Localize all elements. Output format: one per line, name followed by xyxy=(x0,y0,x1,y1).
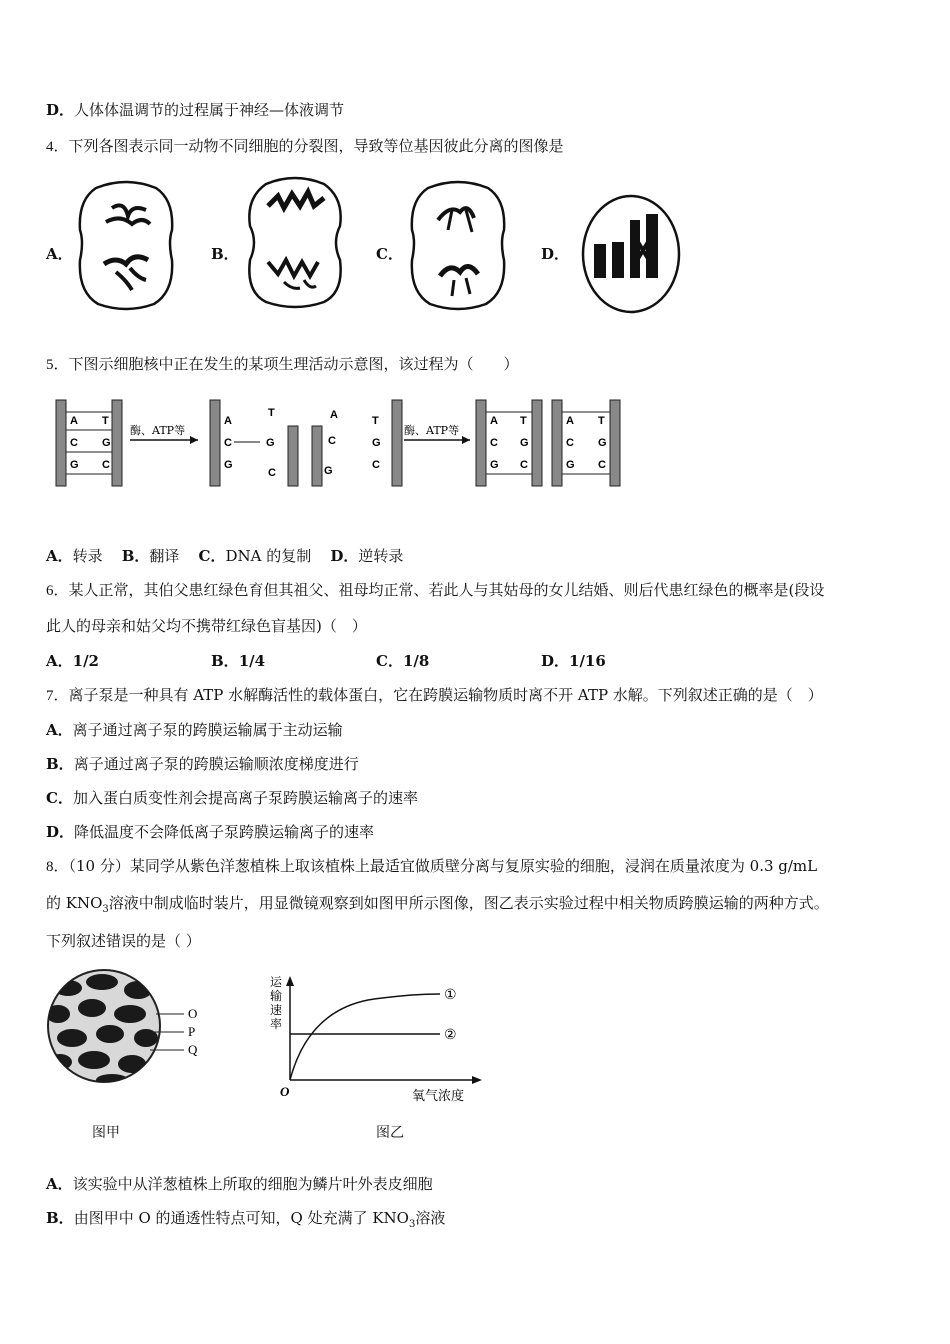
fig2-ylabel-4: 率 xyxy=(270,1017,283,1031)
q4-label-a: A． xyxy=(46,245,73,263)
q5-stem xyxy=(46,354,519,375)
base-c2: C xyxy=(102,459,110,471)
q5-options xyxy=(46,546,403,566)
svg-text:C: C xyxy=(372,459,380,471)
q6-option-b: B．1/4 xyxy=(211,652,266,670)
curve2-label: ② xyxy=(444,1027,457,1043)
q4-label-d: D． xyxy=(541,245,570,263)
q5-option-d-text: 逆转录 xyxy=(358,547,404,565)
q3-option-d xyxy=(46,100,344,120)
q4-stem xyxy=(46,136,564,157)
figure-jia-micrograph xyxy=(46,968,206,1086)
base-a: A xyxy=(70,415,78,427)
question-text: 离子泵是一种具有 ATP 水解酶活性的载体蛋白，它在跨膜运输物质时离不开 ATP 水解。下列叙述正确的是（ ） xyxy=(68,686,823,704)
q5-option-b-text: 翻译 xyxy=(149,547,180,565)
fig1-label-o: O xyxy=(188,1006,198,1021)
svg-text:C: C xyxy=(520,459,528,471)
base-g: G xyxy=(102,437,111,449)
svg-text:C: C xyxy=(224,437,232,449)
option-text: 人体体温调节的过程属于神经—体液调节 xyxy=(74,101,345,119)
q8-stem-line1 xyxy=(46,856,817,877)
option-letter: D． xyxy=(46,101,75,119)
q6-option-d: D．1/16 xyxy=(541,652,606,670)
q5-option-c-letter: C． xyxy=(198,547,226,565)
arrow1-label: 酶、ATP等 xyxy=(130,424,186,437)
svg-text:G: G xyxy=(520,437,529,449)
q7-option-b: B．离子通过离子泵的跨膜运输顺浓度梯度进行 xyxy=(46,755,359,773)
svg-text:G: G xyxy=(372,437,381,449)
svg-text:A: A xyxy=(566,415,574,427)
q5-option-a-letter: A． xyxy=(46,547,73,565)
svg-text:A: A xyxy=(224,415,232,427)
fig2-xlabel: 氧气浓度 xyxy=(412,1089,465,1104)
fig2-origin: O xyxy=(280,1084,290,1099)
fig1-label-p: P xyxy=(188,1024,196,1039)
svg-text:C: C xyxy=(598,459,606,471)
q8-option-a: A．该实验中从洋葱植株上所取的细胞为鳞片叶外表皮细胞 xyxy=(46,1175,433,1193)
q7-option-c: C．加入蛋白质变性剂会提高离子泵跨膜运输离子的速率 xyxy=(46,789,418,807)
question-text: 某人正常，其伯父患红绿色育但其祖父、祖母均正常、若此人与其姑母的女儿结婚、则后代患红绿色的概率是(段设 xyxy=(68,581,825,599)
fig1-caption: 图甲 xyxy=(92,1125,120,1141)
svg-text:A: A xyxy=(490,415,498,427)
question-number: 8． xyxy=(46,859,69,875)
cell-c-figure xyxy=(408,180,508,310)
svg-text:G: G xyxy=(324,465,333,477)
svg-text:T: T xyxy=(520,415,527,427)
fig2-caption: 图乙 xyxy=(376,1125,404,1141)
q4-label-c: C． xyxy=(376,245,403,263)
fig1-label-q: Q xyxy=(188,1042,198,1057)
question-text: 下列各图表示同一动物不同细胞的分裂图，导致等位基因彼此分离的图像是 xyxy=(68,137,564,155)
fig2-ylabel-3: 速 xyxy=(270,1003,283,1017)
q6-option-c: C．1/8 xyxy=(376,652,430,670)
base-c: C xyxy=(70,437,78,449)
cell-a-figure xyxy=(76,180,176,310)
base-t: T xyxy=(102,415,109,427)
question-number: 4． xyxy=(46,139,69,155)
base-g2: G xyxy=(70,459,79,471)
q8-stem-line3: 下列叙述错误的是（ ） xyxy=(46,932,201,950)
q5-option-b-letter: B． xyxy=(121,547,150,565)
q6-stem-line1 xyxy=(46,580,824,601)
cell-d-figure xyxy=(580,192,682,316)
q6-option-a: A．1/2 xyxy=(46,652,99,670)
svg-text:G: G xyxy=(566,459,575,471)
q5-option-a-text: 转录 xyxy=(72,547,103,565)
arrow2-label: 酶、ATP等 xyxy=(404,424,460,437)
question-number: 7． xyxy=(46,688,69,704)
q6-stem-line2: 此人的母亲和姑父均不携带红绿色盲基因)（ ） xyxy=(46,617,367,635)
q7-option-d: D．降低温度不会降低离子泵跨膜运输离子的速率 xyxy=(46,823,375,841)
fig2-ylabel-1: 运 xyxy=(270,975,283,989)
question-score: （10 分） xyxy=(68,857,130,875)
q5-option-d-letter: D． xyxy=(330,547,359,565)
svg-text:C: C xyxy=(268,467,276,479)
q5-option-c-text: DNA 的复制 xyxy=(225,547,312,565)
svg-text:C: C xyxy=(566,437,574,449)
q7-stem xyxy=(46,685,823,706)
question-number: 6． xyxy=(46,583,69,599)
svg-text:A: A xyxy=(330,409,338,421)
svg-text:C: C xyxy=(490,437,498,449)
curve-1 xyxy=(290,994,440,1080)
svg-text:C: C xyxy=(328,435,336,447)
svg-text:G: G xyxy=(266,437,275,449)
svg-text:G: G xyxy=(598,437,607,449)
svg-text:T: T xyxy=(268,407,275,419)
svg-text:T: T xyxy=(598,415,605,427)
dna-replication-figure xyxy=(54,396,624,488)
svg-text:G: G xyxy=(224,459,233,471)
curve1-label: ① xyxy=(444,987,457,1003)
svg-text:G: G xyxy=(490,459,499,471)
q8-stem-line2: 的 $KNO_3$溶液中制成临时装片，用显微镜观察到如图甲所示图像，图乙表示实验过程中相关物质跨膜运输的两种方式。 xyxy=(46,894,829,915)
q4-label-b: B． xyxy=(211,245,239,263)
cell-b-figure xyxy=(244,176,346,310)
fig2-ylabel-2: 输 xyxy=(270,989,283,1003)
question-text: 下图示细胞核中正在发生的某项生理活动示意图，该过程为（ ） xyxy=(68,355,519,373)
q8-option-b: B．由图甲中 O 的通透性特点可知，Q 处充满了 $KNO_3$溶液 xyxy=(46,1209,446,1230)
q7-option-a: A．离子通过离子泵的跨膜运输属于主动运输 xyxy=(46,721,343,739)
svg-text:T: T xyxy=(372,415,379,427)
figure-yi-chart xyxy=(268,972,488,1112)
question-text: 某同学从紫色洋葱植株上取该植株上最适宜做质壁分离与复原实验的细胞，浸润在质量浓度为 0.3 g/mL xyxy=(129,857,818,875)
question-number: 5． xyxy=(46,357,69,373)
